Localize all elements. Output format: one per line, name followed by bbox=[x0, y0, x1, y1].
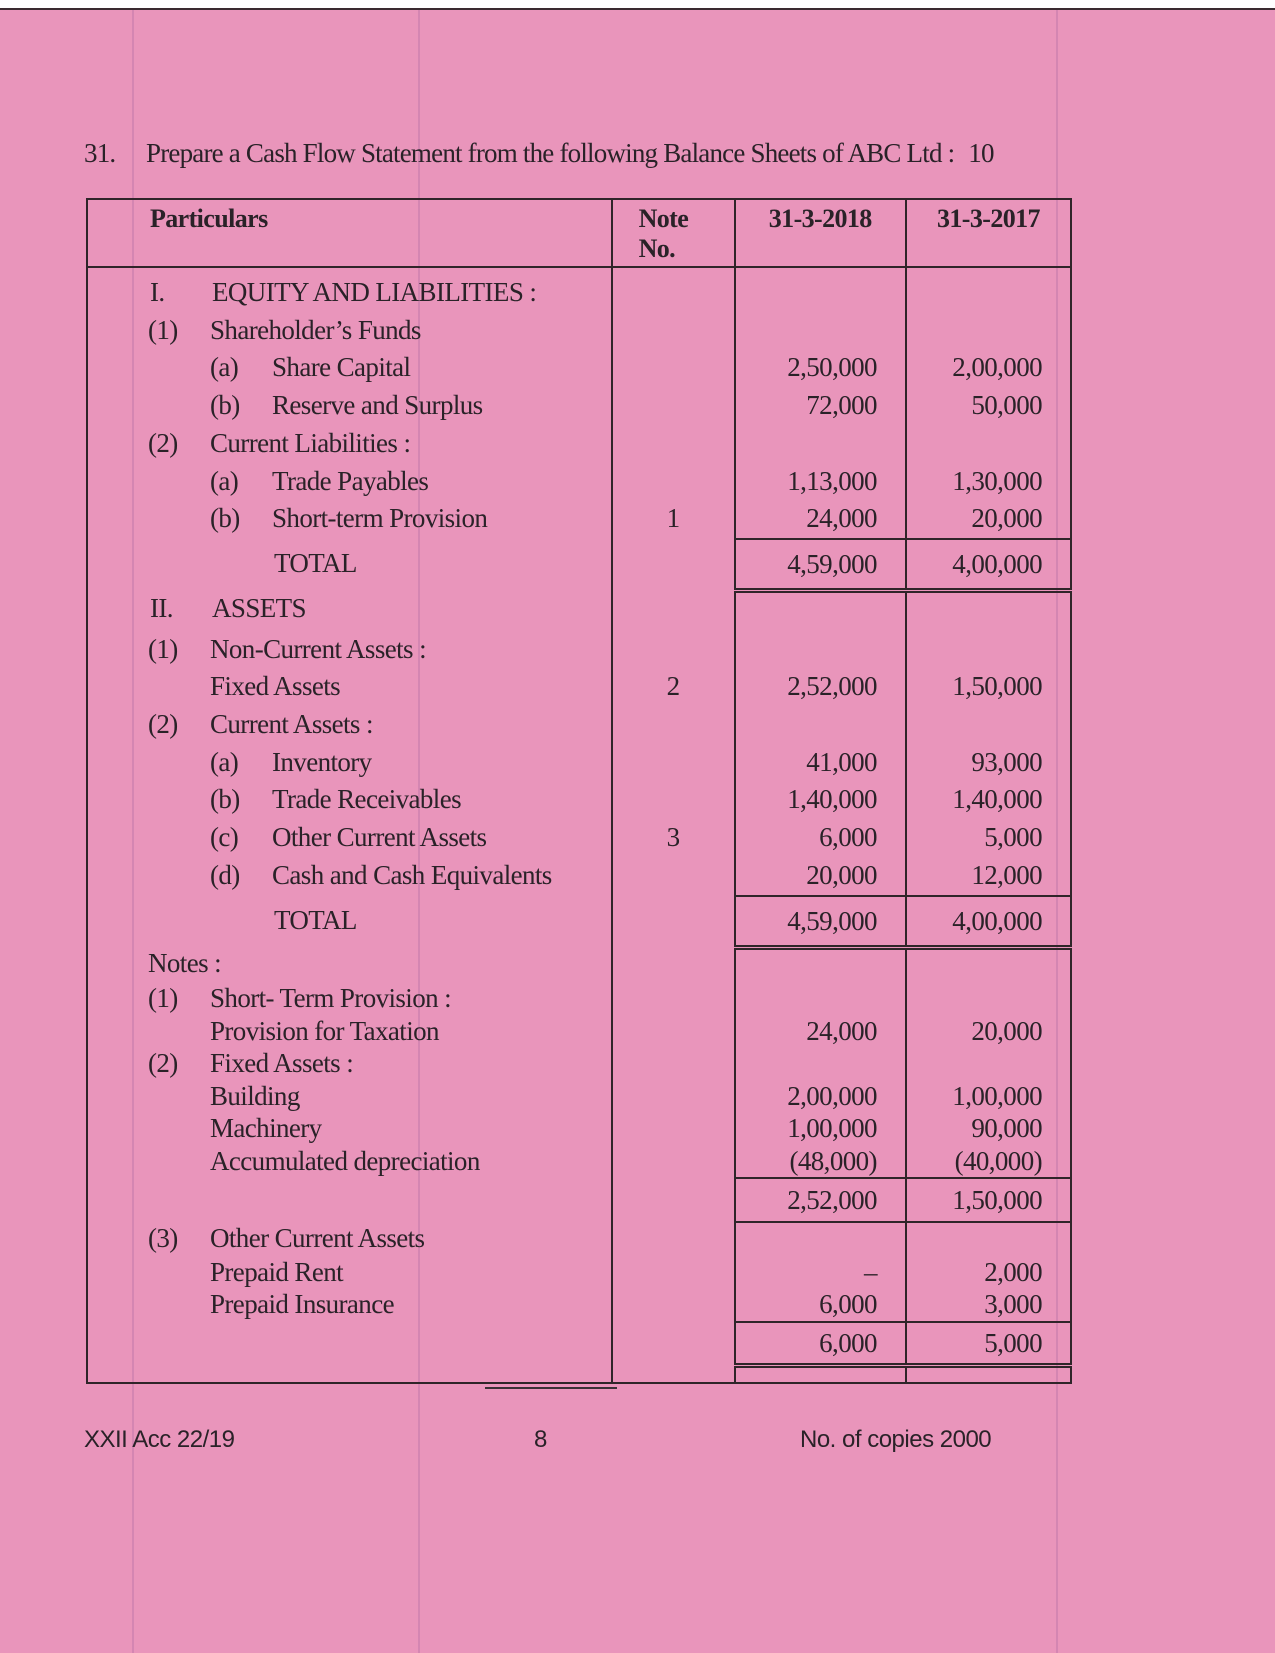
question-marks: 10 bbox=[968, 138, 994, 168]
table-row: (2) Current Liabilities : bbox=[87, 425, 1071, 463]
subtotal-row: 2,52,000 1,50,000 bbox=[87, 1178, 1071, 1222]
table-row: Accumulated depreciation (48,000) (40,000) bbox=[87, 1145, 1071, 1179]
notes-title: Notes : bbox=[148, 948, 222, 979]
header-2017: 31-3-2017 bbox=[906, 199, 1071, 267]
table-row: (b) Short-term Provision 1 24,000 20,000 bbox=[87, 500, 1071, 539]
table-row: (1) Non-Current Assets : bbox=[87, 631, 1071, 669]
footer-code: XXII Acc 22/19 bbox=[84, 1426, 235, 1453]
table-bottom-row bbox=[87, 1365, 1071, 1383]
table-row: I. EQUITY AND LIABILITIES : bbox=[87, 267, 1071, 312]
table-row: (a) Trade Payables 1,13,000 1,30,000 bbox=[87, 463, 1071, 501]
end-rule bbox=[485, 1387, 617, 1389]
table-row: (c) Other Current Assets 3 6,000 5,000 bbox=[87, 819, 1071, 857]
header-particulars: Particulars bbox=[87, 199, 612, 267]
table-row: (1) Shareholder’s Funds bbox=[87, 312, 1071, 350]
table-row: Provision for Taxation 24,000 20,000 bbox=[87, 1015, 1071, 1048]
table-row: (2) Current Assets : bbox=[87, 706, 1071, 744]
table-row: (b) Trade Receivables 1,40,000 1,40,000 bbox=[87, 781, 1071, 819]
header-note: Note No. bbox=[612, 199, 735, 267]
table-row: Prepaid Rent – 2,000 bbox=[87, 1256, 1071, 1289]
footer-copies: No. of copies 2000 bbox=[800, 1426, 992, 1453]
table-row: Building 2,00,000 1,00,000 bbox=[87, 1080, 1071, 1113]
total-row: TOTAL 4,59,000 4,00,000 bbox=[87, 539, 1071, 591]
section-title: EQUITY AND LIABILITIES : bbox=[212, 277, 537, 307]
table-row: Prepaid Insurance 6,000 3,000 bbox=[87, 1288, 1071, 1322]
question-text: Prepare a Cash Flow Statement from the following Balance Sheets of ABC Ltd : bbox=[146, 138, 955, 168]
table-row: (a) Inventory 41,000 93,000 bbox=[87, 744, 1071, 782]
subtotal-row: 6,000 5,000 bbox=[87, 1322, 1071, 1366]
header-2018: 31-3-2018 bbox=[735, 199, 906, 267]
section-title: ASSETS bbox=[212, 593, 306, 624]
question-number: 31. bbox=[84, 138, 116, 168]
table-header-row bbox=[87, 199, 1071, 267]
table-row: Fixed Assets 2 2,52,000 1,50,000 bbox=[87, 668, 1071, 706]
table-row: (d) Cash and Cash Equivalents 20,000 12,000 bbox=[87, 857, 1071, 896]
table-row: (2) Fixed Assets : bbox=[87, 1047, 1071, 1080]
table-row: II. ASSETS bbox=[87, 590, 1071, 630]
table-row: (1) Short- Term Provision : bbox=[87, 982, 1071, 1015]
balance-sheet-table bbox=[86, 198, 1072, 1384]
exam-page bbox=[0, 8, 1275, 1653]
table-row: (b) Reserve and Surplus 72,000 50,000 bbox=[87, 387, 1071, 425]
table-row: Machinery 1,00,000 90,000 bbox=[87, 1112, 1071, 1145]
table-row: (3) Other Current Assets bbox=[87, 1222, 1071, 1256]
question-line bbox=[84, 138, 1084, 169]
table-row: (a) Share Capital 2,50,000 2,00,000 bbox=[87, 349, 1071, 387]
total-row: TOTAL 4,59,000 4,00,000 bbox=[87, 896, 1071, 948]
page-number: 8 bbox=[534, 1426, 547, 1453]
table-row bbox=[87, 947, 1071, 982]
